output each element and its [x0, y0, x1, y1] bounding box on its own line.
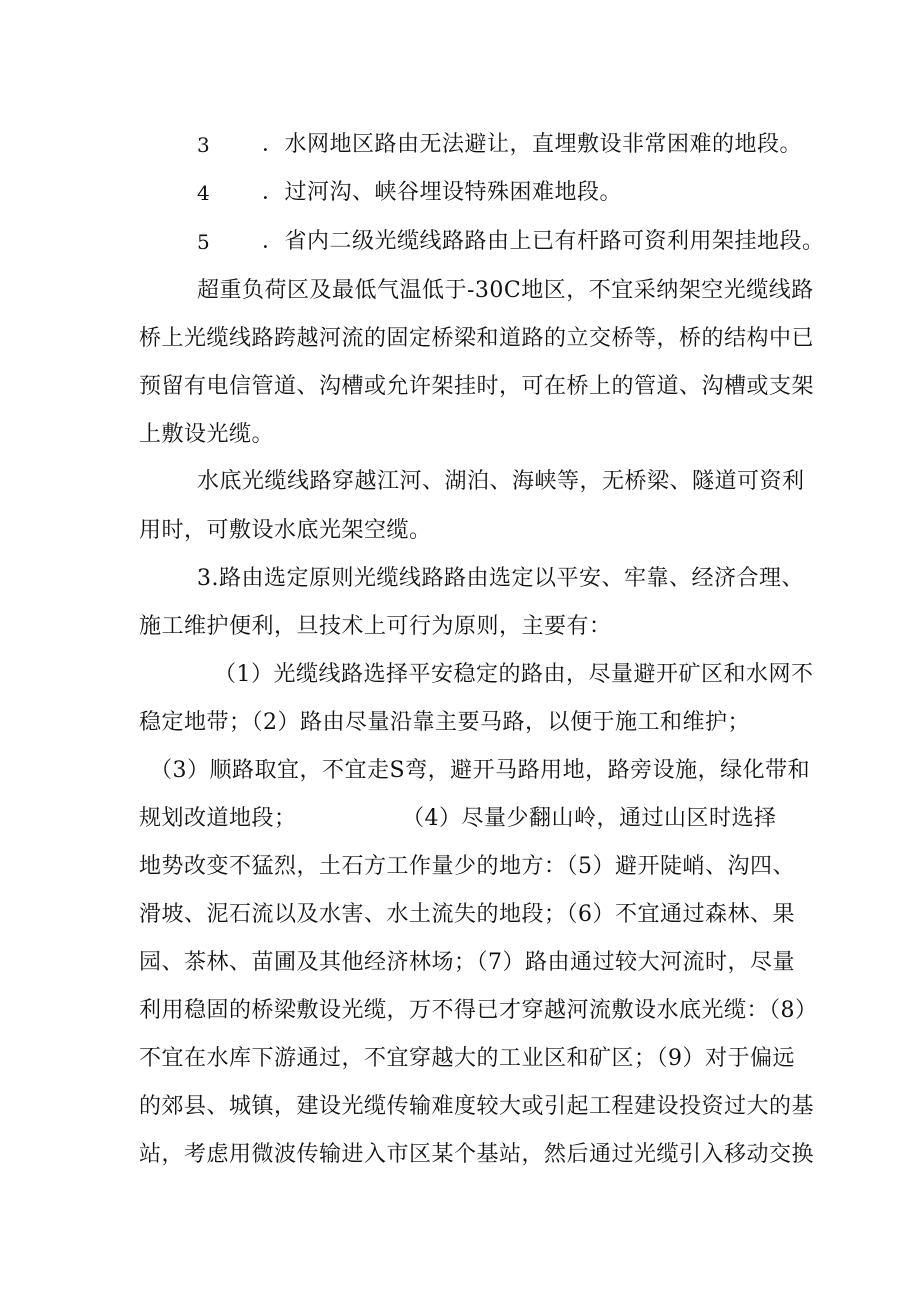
paragraph-line: 上敷设光缆。: [139, 422, 275, 447]
list-item-number: 4: [197, 181, 210, 205]
list-item-number: 3: [197, 133, 210, 157]
paragraph-line: （3）顺路取宜，不宜走S弯，避开马路用地，路旁设施，绿化带和: [150, 758, 811, 783]
paragraph-line: 3.路由选定原则光缆线路路由选定以平安、牢靠、经济合理、: [197, 566, 804, 591]
paragraph-line: 利用稳固的桥梁敷设光缆，万不得已才穿越河流敷设水底光缆：（8）: [139, 998, 818, 1023]
paragraph-line: 的郊县、城镇，建设光缆传输难度较大或引起工程建设投资过大的基: [139, 1094, 815, 1119]
paragraph-line: 施工维护便利，旦技术上可行为原则，主要有：: [139, 614, 612, 639]
paragraph-line: （4）尽量少翻山岭，通过山区时选择: [402, 806, 777, 831]
paragraph-line: 园、茶林、苗圃及其他经济林场；（7）路由通过较大河流时，尽量: [139, 950, 795, 975]
paragraph-line: 滑坡、泥石流以及水害、水土流失的地段；（6）不宜通过森林、果: [139, 902, 795, 927]
paragraph-line: 稳定地带；（2）路由尽量沿靠主要马路，以便于施工和维护；: [139, 710, 750, 735]
paragraph-line: 站，考虑用微波传输进入市区某个基站，然后通过光缆引入移动交换: [139, 1142, 815, 1167]
list-item-text: ．省内二级光缆线路路由上已有杆路可资利用架挂地段。: [262, 229, 825, 254]
paragraph-line: 超重负荷区及最低气温低于-30C地区，不宜采纳架空光缆线路: [197, 278, 814, 303]
paragraph-line: 地势改变不猛烈，土石方工作量少的地方：（5）避开陡峭、沟四、: [139, 854, 795, 879]
list-item-text: ．水网地区路由无法避让，直埋敷设非常困难的地段。: [262, 132, 803, 157]
paragraph-line: （1）光缆线路选择平安稳定的路由，尽量避开矿区和水网不: [214, 662, 814, 687]
paragraph-line: 水底光缆线路穿越江河、湖泊、海峡等，无桥梁、隧道可资利: [197, 469, 805, 494]
paragraph-line: 用时，可敷设水底光架空缆。: [139, 518, 432, 543]
paragraph-line: 桥上光缆线路跨越河流的固定桥梁和道路的立交桥等，桥的结构中已: [139, 326, 815, 351]
list-item-text: ．过河沟、峡谷埋设特殊困难地段。: [262, 180, 623, 205]
paragraph-line: 规划改道地段；: [139, 806, 297, 831]
list-item-number: 5: [197, 230, 210, 254]
paragraph-line: 不宜在水库下游通过，不宜穿越大的工业区和矿区；（9）对于偏远: [139, 1046, 795, 1071]
paragraph-line: 预留有电信管道、沟槽或允许架挂时，可在桥上的管道、沟槽或支架: [139, 374, 815, 399]
